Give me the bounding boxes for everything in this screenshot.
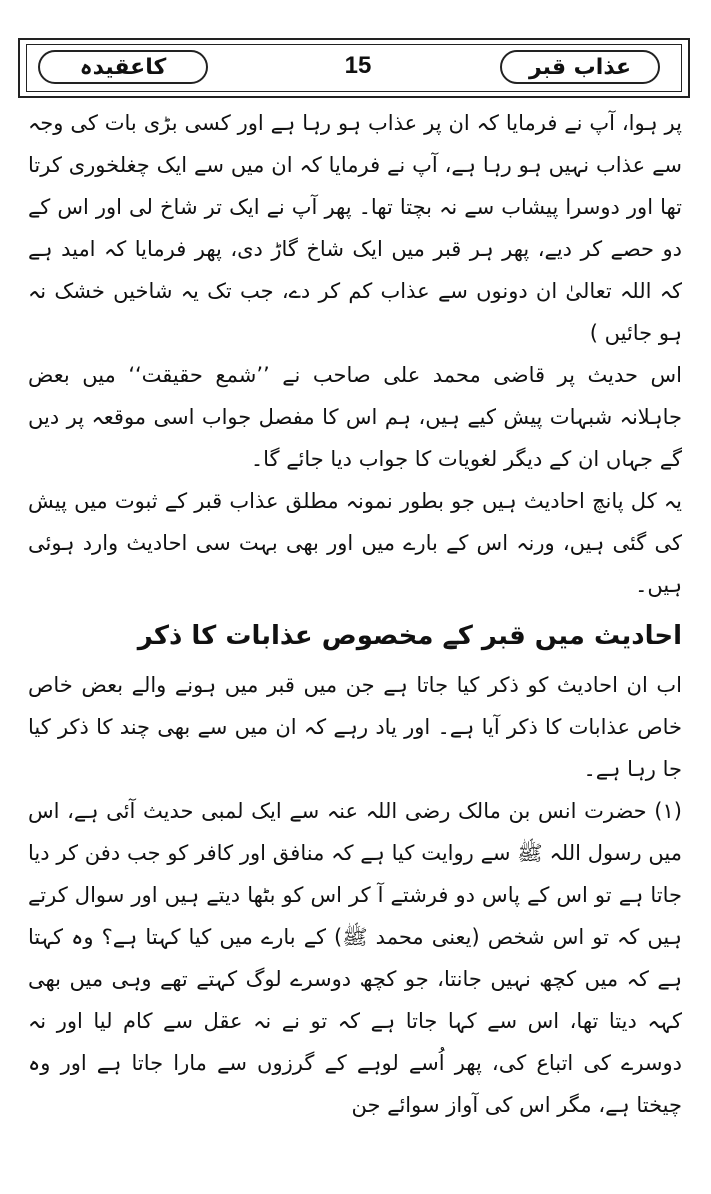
header-right-title: عذاب قبر (528, 54, 632, 80)
body-paragraph: (۱) حضرت انس بن مالک رضی اللہ عنہ سے ایک لمبی حدیث آئی ہے، اس میں رسول اللہ ﷺ سے روایت کیا ہے کہ منافق اور کافر کو جب دفن کر دیا جاتا ہے تو اس کے پاس دو فرشتے آ کر اس کو بٹھا دیتے ہیں اور سوال کرتے ہیں کہ تو اس شخص (یعنی محمد ﷺ) کے بارے میں کیا کہتا ہے؟ وہ کہتا ہے کہ میں کچھ نہیں جانتا، جو کچھ دوسرے لوگ کہتے تھے وہی میں بھی کہہ دیتا تھا، اس سے کہا جاتا ہے کہ تو نے نہ عقل سے کام لیا اور نہ دوسرے کی اتباع کی، پھر اُسے لوہے کے گرزوں سے مارا جاتا ہے اور وہ چیختا ہے، مگر اس کی آواز سوائے جن (28, 799, 682, 1117)
header-title-pill (500, 50, 660, 84)
page-body (28, 102, 682, 1126)
body-paragraph: اب ان احادیث کو ذکر کیا جاتا ہے جن میں قبر میں ہونے والے بعض خاص خاص عذابات کا ذکر آیا ہے۔ اور یاد رہے کہ ان میں سے بھی چند کا ذکر کیا جا رہا ہے۔ (28, 673, 682, 781)
body-paragraph: یہ کل پانچ احادیث ہیں جو بطور نمونہ مطلق عذاب قبر کے ثبوت میں پیش کی گئی ہیں، ورنہ اس کے بارے میں اور بھی بہت سی احادیث وارد ہوئی ہیں۔ (28, 489, 682, 597)
section-heading: احادیث میں قبر کے مخصوص عذابات کا ذکر (137, 621, 682, 651)
header-left-title: کاعقیدہ (79, 54, 167, 80)
page-number: 15 (344, 52, 372, 79)
header-subtitle-pill (38, 50, 208, 84)
body-paragraph: پر ہوا، آپ نے فرمایا کہ ان پر عذاب ہو رہا ہے اور کسی بڑی بات کی وجہ سے عذاب نہیں ہو رہا ہے، آپ نے فرمایا کہ ان میں سے ایک چغلخوری کرتا تھا اور دوسرا پیشاب سے نہ بچتا تھا۔ پھر آپ نے ایک تر شاخ لی اور اس کے دو حصے کر دیے، پھر ہر قبر میں ایک شاخ گاڑ دی، پھر فرمایا کہ امید ہے کہ اللہ تعالیٰ ان دونوں سے عذاب کم کر دے، جب تک یہ شاخیں خشک نہ ہو جائیں ) (28, 111, 682, 345)
body-paragraph: اس حدیث پر قاضی محمد علی صاحب نے ’’شمع حقیقت‘‘ میں بعض جاہلانہ شبہات پیش کیے ہیں، ہم اس کا مفصل جواب اسی موقعہ پر دیں گے جہاں ان کے دیگر لغویات کا جواب دیا جائے گا۔ (28, 363, 682, 471)
